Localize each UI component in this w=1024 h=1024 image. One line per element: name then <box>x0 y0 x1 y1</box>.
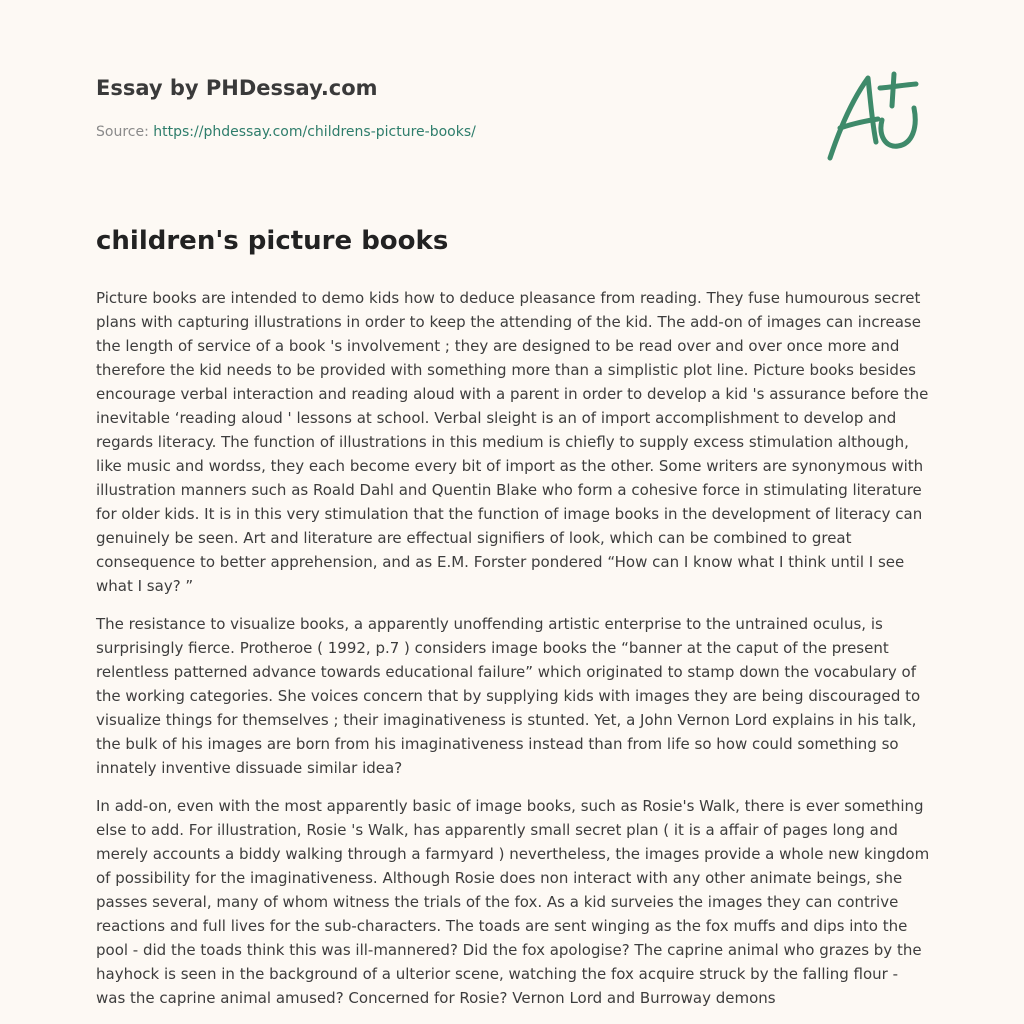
source-line <box>96 124 476 140</box>
source-label: Source: <box>96 124 154 140</box>
essay-body <box>96 286 932 1024</box>
source-link[interactable]: https://phdessay.com/childrens-picture-books/ <box>153 124 476 140</box>
essay-title: children's picture books <box>96 226 449 256</box>
paragraph: Picture books are intended to demo kids how to deduce pleasance from reading. They fuse humourous secret plans with capturing illustrations in order to keep the attending of the kid. The add-on of images can increase the length of service of a book 's involvement ; they are designed to be read over and over once more and therefore the kid needs to be provided with something more than a simplistic plot line. Picture books besides encourage verbal interaction and reading aloud with a parent in order to develop a kid 's assurance before the inevitable ‘reading aloud ' lessons at school. Verbal sleight is an of import accomplishment to develop and regards literacy. The function of illustrations in this medium is chiefly to supply excess stimulation although, like music and wordss, they each become every bit of import as the other. Some writers are synonymous with illustration manners such as Roald Dahl and Quentin Blake who form a cohesive force in stimulating literature for older kids. It is in this very stimulation that the function of image books in the development of literacy can genuinely be seen. Art and literature are effectual signifiers of look, which can be combined to great consequence to better apprehension, and as E.M. Forster pondered “How can I know what I think until I see what I say? ” <box>96 289 929 595</box>
a-plus-logo-icon <box>820 66 932 166</box>
paragraph: In add-on, even with the most apparently basic of image books, such as Rosie's Walk, there is ever something else to add. For illustration, Rosie 's Walk, has apparently small secret plan ( it is a affair of pages long and merely accounts a biddy walking through a farmyard ) nevertheless, the images provide a whole new kingdom of possibility for the imaginativeness. Although Rosie does non interact with any other animate beings, she passes several, many of whom witness the trials of the fox. As a kid surveies the images they can contrive reactions and full lives for the sub-characters. The toads are sent winging as the fox muffs and dips into the pool - did the toads think this was ill-mannered? Did the fox apologise? The caprine animal who grazes by the hayhock is seen in the background of a ulterior scene, watching the fox acquire struck by the falling flour - was the caprine animal amused? Concerned for Rosie? Vernon Lord and Burroway demons <box>96 797 930 1007</box>
site-brand: Essay by PHDessay.com <box>96 76 378 100</box>
paragraph: The resistance to visualize books, a apparently unoffending artistic enterprise to the untrained oculus, is surprisingly fierce. Protheroe ( 1992, p.7 ) considers image books the “banner at the caput of the present relentless patterned advance towards educational failure” which originated to stamp down the vocabulary of the working categories. She voices concern that by supplying kids with images they are being discouraged to visualize things for themselves ; their imaginativeness is stunted. Yet, a John Vernon Lord explains in his talk, the bulk of his images are born from his imaginativeness instead than from life so how could something so innately inventive dissuade similar idea? <box>96 615 921 777</box>
